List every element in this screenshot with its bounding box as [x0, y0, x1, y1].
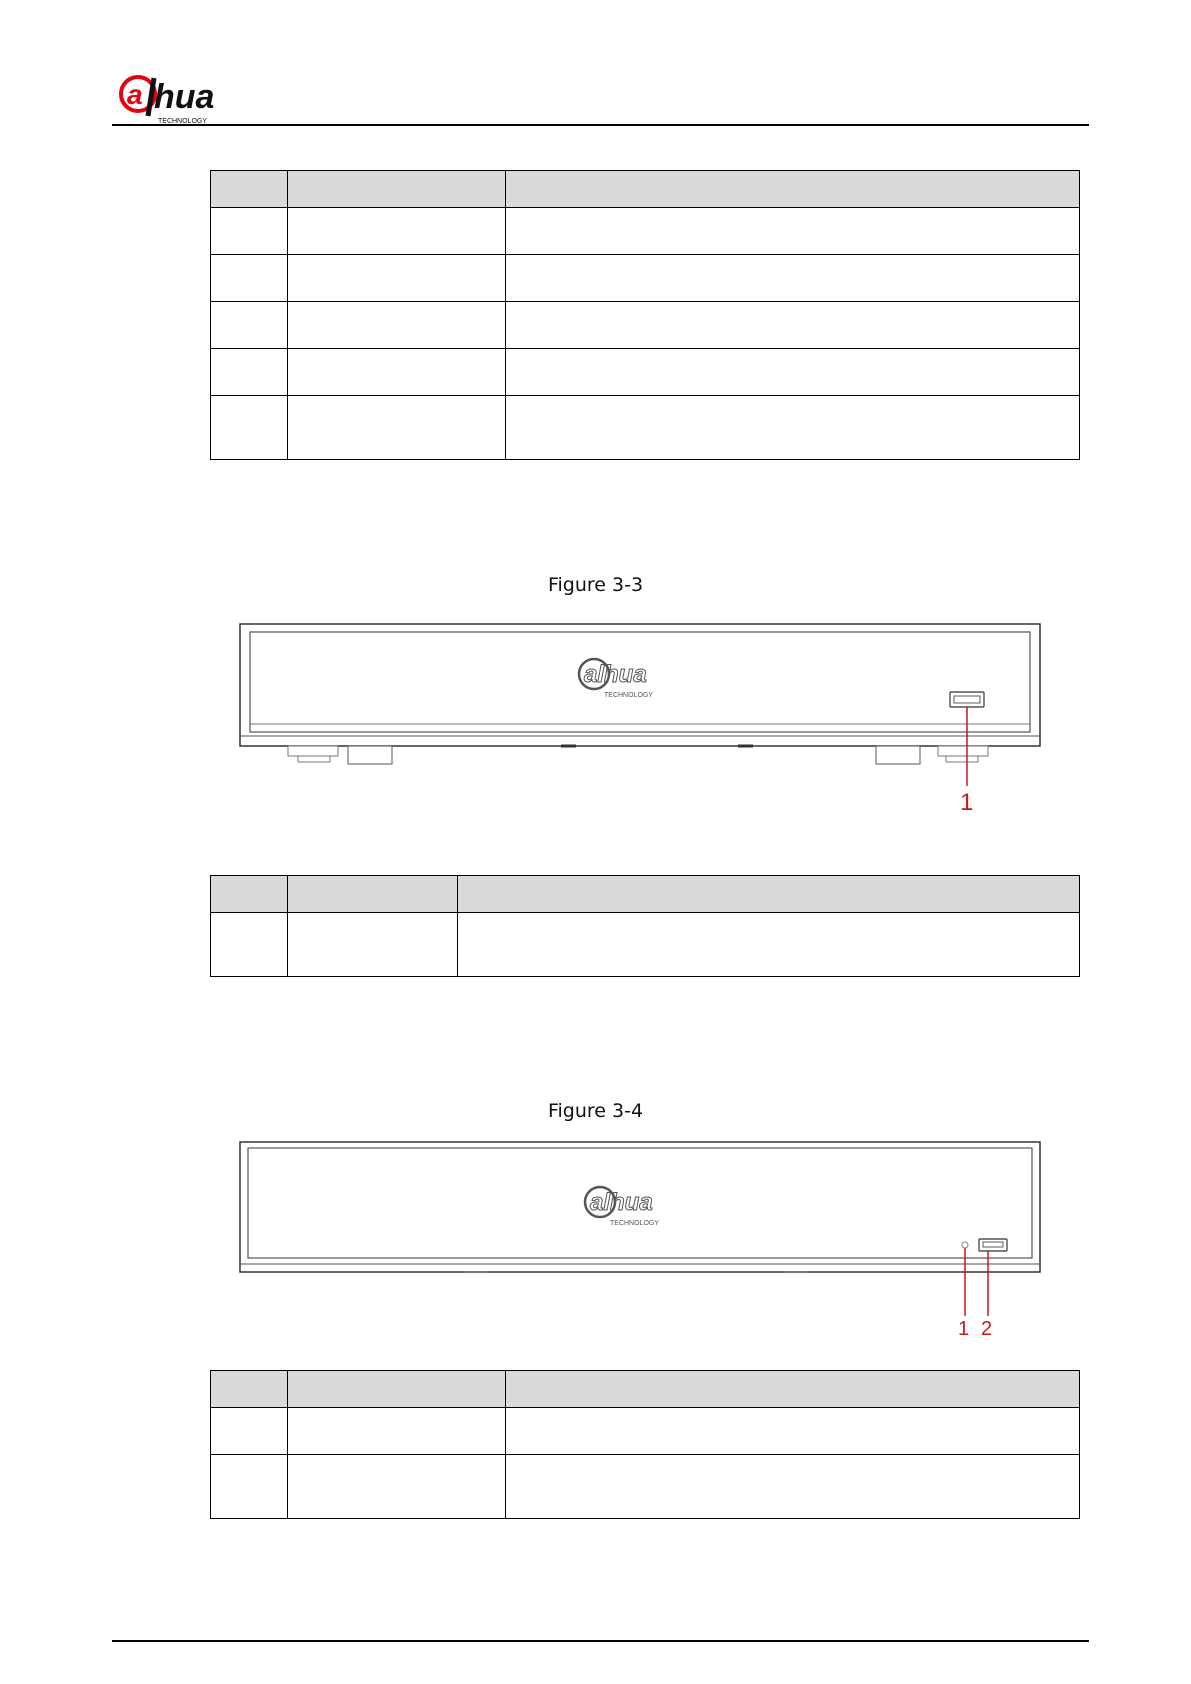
figure-3-4-device-front — [238, 1138, 1048, 1338]
table-row — [211, 396, 1080, 460]
table-row — [211, 349, 1080, 396]
brand-logo — [118, 72, 258, 124]
cell — [288, 349, 506, 396]
cell — [211, 208, 288, 255]
header-cell-function — [506, 1371, 1080, 1408]
svg-text:TECHNOLOGY: TECHNOLOGY — [610, 1220, 660, 1227]
cell — [506, 255, 1080, 302]
cell — [288, 396, 506, 460]
cell — [506, 396, 1080, 460]
cell — [458, 913, 1080, 977]
cell — [288, 255, 506, 302]
table-row — [211, 1455, 1080, 1519]
cell — [211, 396, 288, 460]
cell — [506, 302, 1080, 349]
cell — [506, 349, 1080, 396]
cell — [506, 208, 1080, 255]
table-ports-2 — [210, 875, 1080, 977]
header-cell-function — [458, 876, 1080, 913]
figure-caption: Figure 3-4 — [547, 1100, 644, 1122]
svg-text:alhua: alhua — [590, 1189, 653, 1216]
table-header-row — [211, 1371, 1080, 1408]
table-row — [211, 302, 1080, 349]
callout-1: 1 — [960, 789, 974, 816]
header-cell-no — [211, 876, 288, 913]
dahua-logo-icon — [118, 72, 258, 124]
table-ports-1 — [210, 170, 1080, 460]
table-header-row — [211, 876, 1080, 913]
header-cell-no — [211, 1371, 288, 1408]
header-cell-no — [211, 171, 288, 208]
cell — [506, 1408, 1080, 1455]
indicator-light-icon — [962, 1242, 968, 1248]
figure-caption: Figure 3-3 — [547, 574, 644, 596]
header-cell-name — [288, 171, 506, 208]
header-cell-name — [288, 1371, 506, 1408]
cell — [506, 1455, 1080, 1519]
table-row — [211, 1408, 1080, 1455]
usb-port-icon — [950, 692, 984, 707]
table-header-row — [211, 171, 1080, 208]
cell — [211, 1455, 288, 1519]
svg-text:a: a — [127, 79, 143, 110]
cell — [288, 1455, 506, 1519]
figure-3-3-device-front — [238, 620, 1048, 830]
cell — [288, 208, 506, 255]
cell — [211, 302, 288, 349]
table-ports-3 — [210, 1370, 1080, 1519]
svg-text:alhua: alhua — [584, 661, 647, 688]
cell — [288, 302, 506, 349]
cell — [288, 1408, 506, 1455]
header-cell-name — [288, 876, 458, 913]
cell — [211, 255, 288, 302]
header-rule — [112, 124, 1089, 126]
cell — [288, 913, 458, 977]
svg-text:TECHNOLOGY: TECHNOLOGY — [158, 118, 208, 124]
header-cell-function — [506, 171, 1080, 208]
footer-rule — [112, 1640, 1089, 1642]
svg-text:TECHNOLOGY: TECHNOLOGY — [604, 692, 654, 699]
cell — [211, 1408, 288, 1455]
usb-port-icon — [979, 1239, 1007, 1251]
cell — [211, 349, 288, 396]
table-row — [211, 913, 1080, 977]
cell — [211, 913, 288, 977]
callout-1: 1 — [958, 1318, 970, 1338]
table-row — [211, 208, 1080, 255]
table-row — [211, 255, 1080, 302]
svg-text:hua: hua — [154, 78, 215, 116]
callout-2: 2 — [981, 1318, 993, 1338]
